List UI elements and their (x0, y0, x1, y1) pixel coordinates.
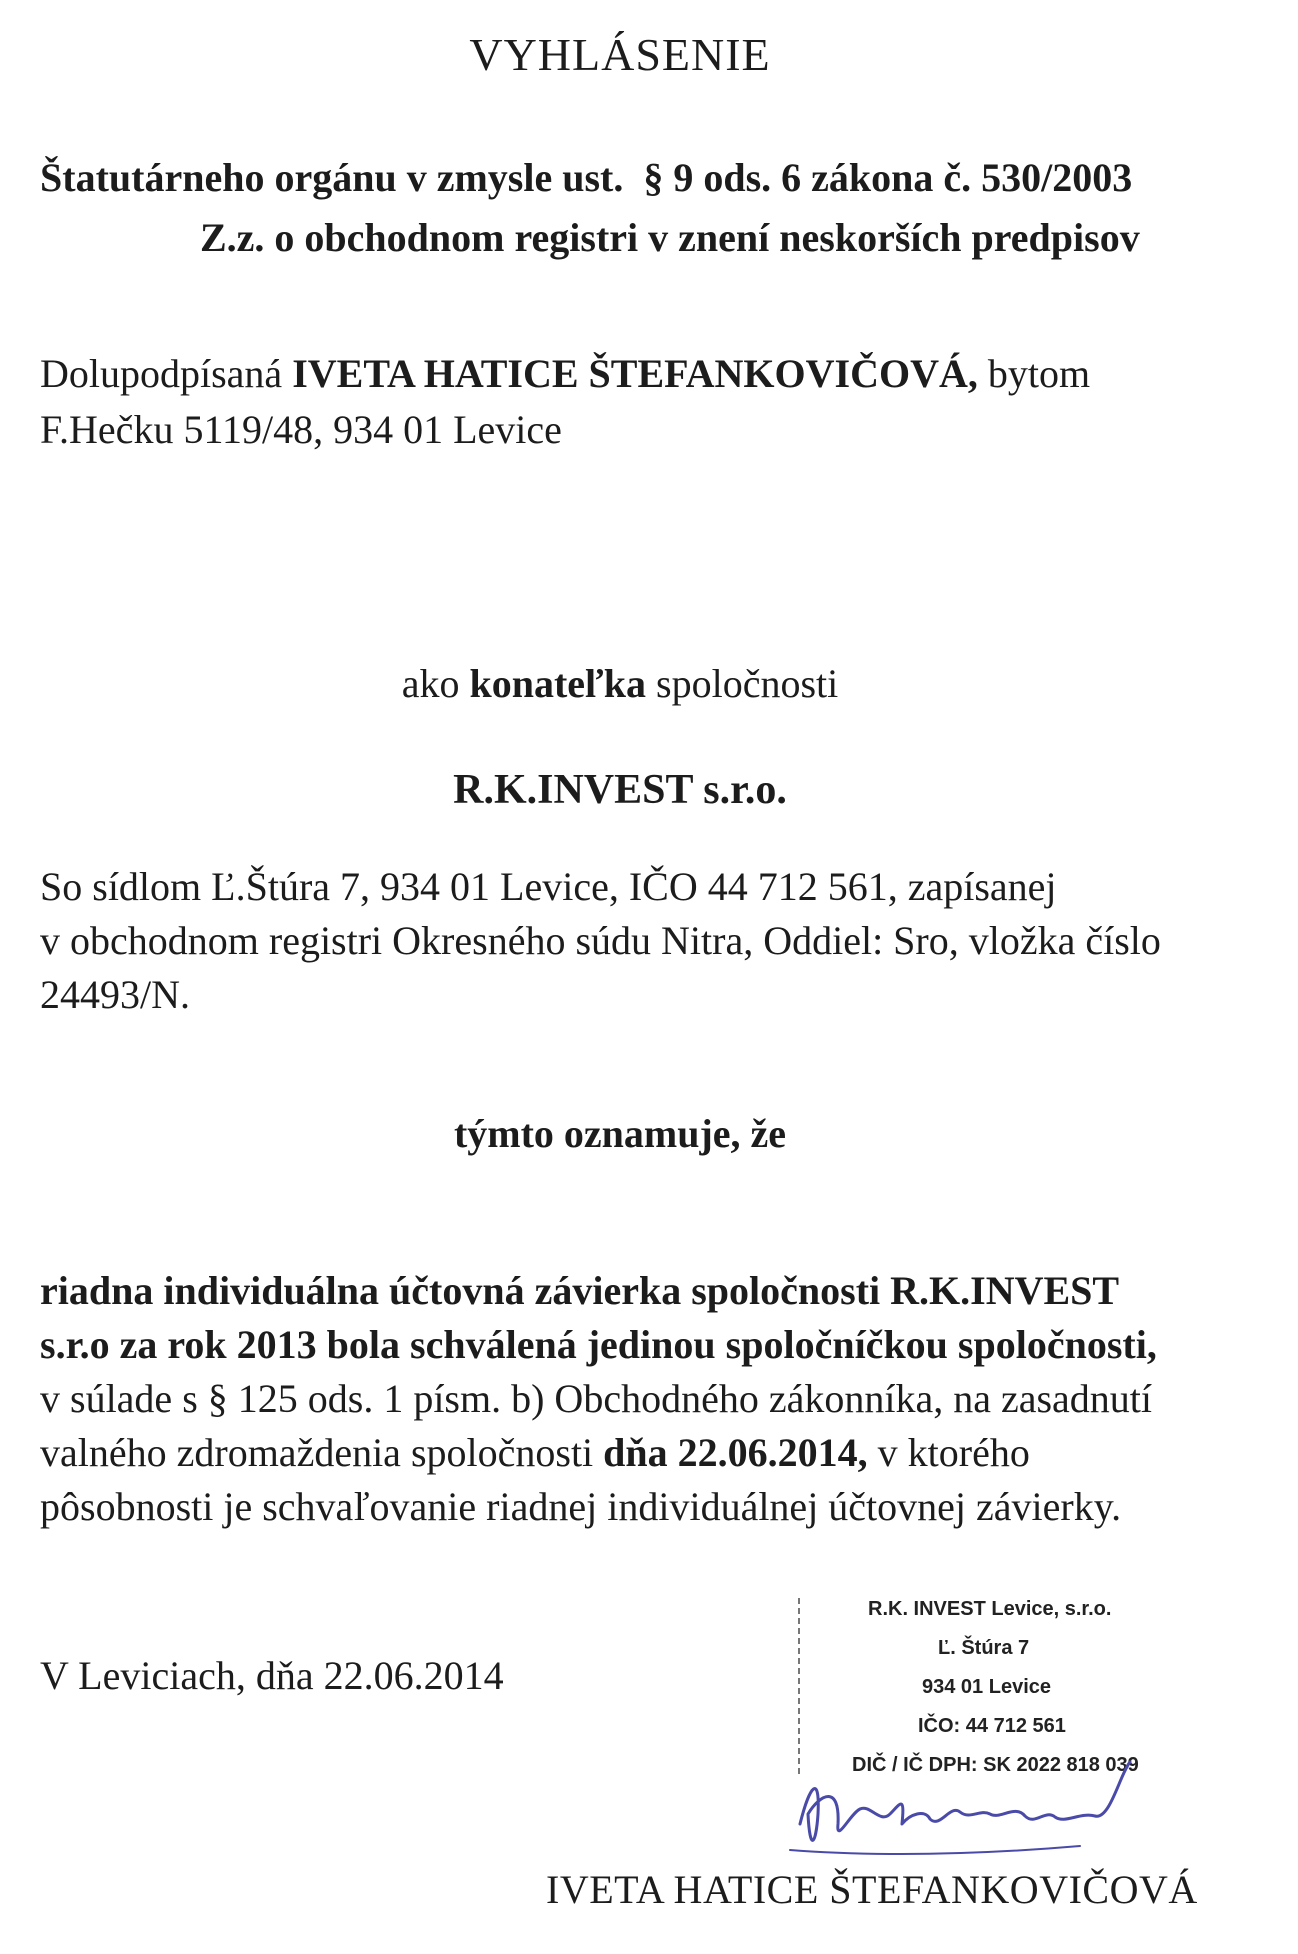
stamp-border (798, 1598, 800, 1774)
declarant-name: IVETA HATICE ŠTEFANKOVIČOVÁ, (292, 351, 978, 396)
seat-line-3: 24493/N. (40, 972, 190, 1017)
document-title: VYHLÁSENIE (469, 29, 771, 80)
signer-name: IVETA HATICE ŠTEFANKOVIČOVÁ (546, 1867, 1198, 1912)
signature-stroke (800, 1762, 1130, 1840)
signature-flourish (790, 1846, 1080, 1854)
declarant-address: F.Hečku 5119/48, 934 01 Levice (40, 407, 562, 452)
role-prefix: ako (401, 661, 470, 706)
declaration-body (40, 1264, 1270, 1534)
stamp-street: Ľ. Štúra 7 (938, 1637, 1030, 1659)
hereby-line: týmto oznamuje, že (453, 1111, 787, 1156)
approval-date: dňa 22.06.2014, (603, 1430, 868, 1475)
seat-line-1: So sídlom Ľ.Štúra 7, 934 01 Levice, IČO 44 712 561, zapísanej (40, 864, 1057, 909)
body-bold-line-2: s.r.o za rok 2013 bola schválená jedinou spoločníčkou spoločnosti, (40, 1322, 1157, 1367)
intro-prefix: Dolupodpísaná (40, 351, 293, 396)
body-bold-line-1: riadna individuálna účtovná závierka spoločnosti R.K.INVEST (40, 1268, 1120, 1313)
stamp-dic: DIČ / IČ DPH: SK 2022 818 039 (852, 1754, 1139, 1776)
legal-basis (40, 148, 1240, 268)
stamp-city: 934 01 Levice (922, 1676, 1051, 1698)
intro-paragraph (40, 346, 1260, 458)
company-name: R.K.INVEST s.r.o. (453, 767, 787, 813)
body-line-3: v súlade s § 125 ods. 1 písm. b) Obchodného zákonníka, na zasadnutí (40, 1376, 1153, 1421)
stamp-company: R.K. INVEST Levice, s.r.o. (868, 1598, 1112, 1620)
body-line-5: pôsobnosti je schvaľovanie riadnej individuálnej účtovnej závierky. (40, 1484, 1122, 1529)
legal-basis-line-2: Z.z. o obchodnom registri v znení neskorších predpisov (200, 215, 1140, 260)
company-seat-paragraph (40, 860, 1280, 1022)
intro-suffix: bytom (977, 351, 1091, 396)
place-and-date: V Leviciach, dňa 22.06.2014 (40, 1653, 504, 1698)
stamp-ico: IČO: 44 712 561 (918, 1715, 1066, 1737)
body-line-4-suffix: v ktorého (867, 1430, 1030, 1475)
role-line (0, 660, 1240, 707)
role-suffix: spoločnosti (646, 661, 839, 706)
legal-basis-line-1: Štatutárneho orgánu v zmysle ust. § 9 ods. 6 zákona č. 530/2003 (40, 155, 1133, 200)
handwritten-signature (780, 1754, 1140, 1864)
body-line-4-prefix: valného zdromaždenia spoločnosti (40, 1430, 604, 1475)
role-title: konateľka (469, 661, 647, 706)
seat-line-2: v obchodnom registri Okresného súdu Nitra, Oddiel: Sro, vložka číslo (40, 918, 1161, 963)
